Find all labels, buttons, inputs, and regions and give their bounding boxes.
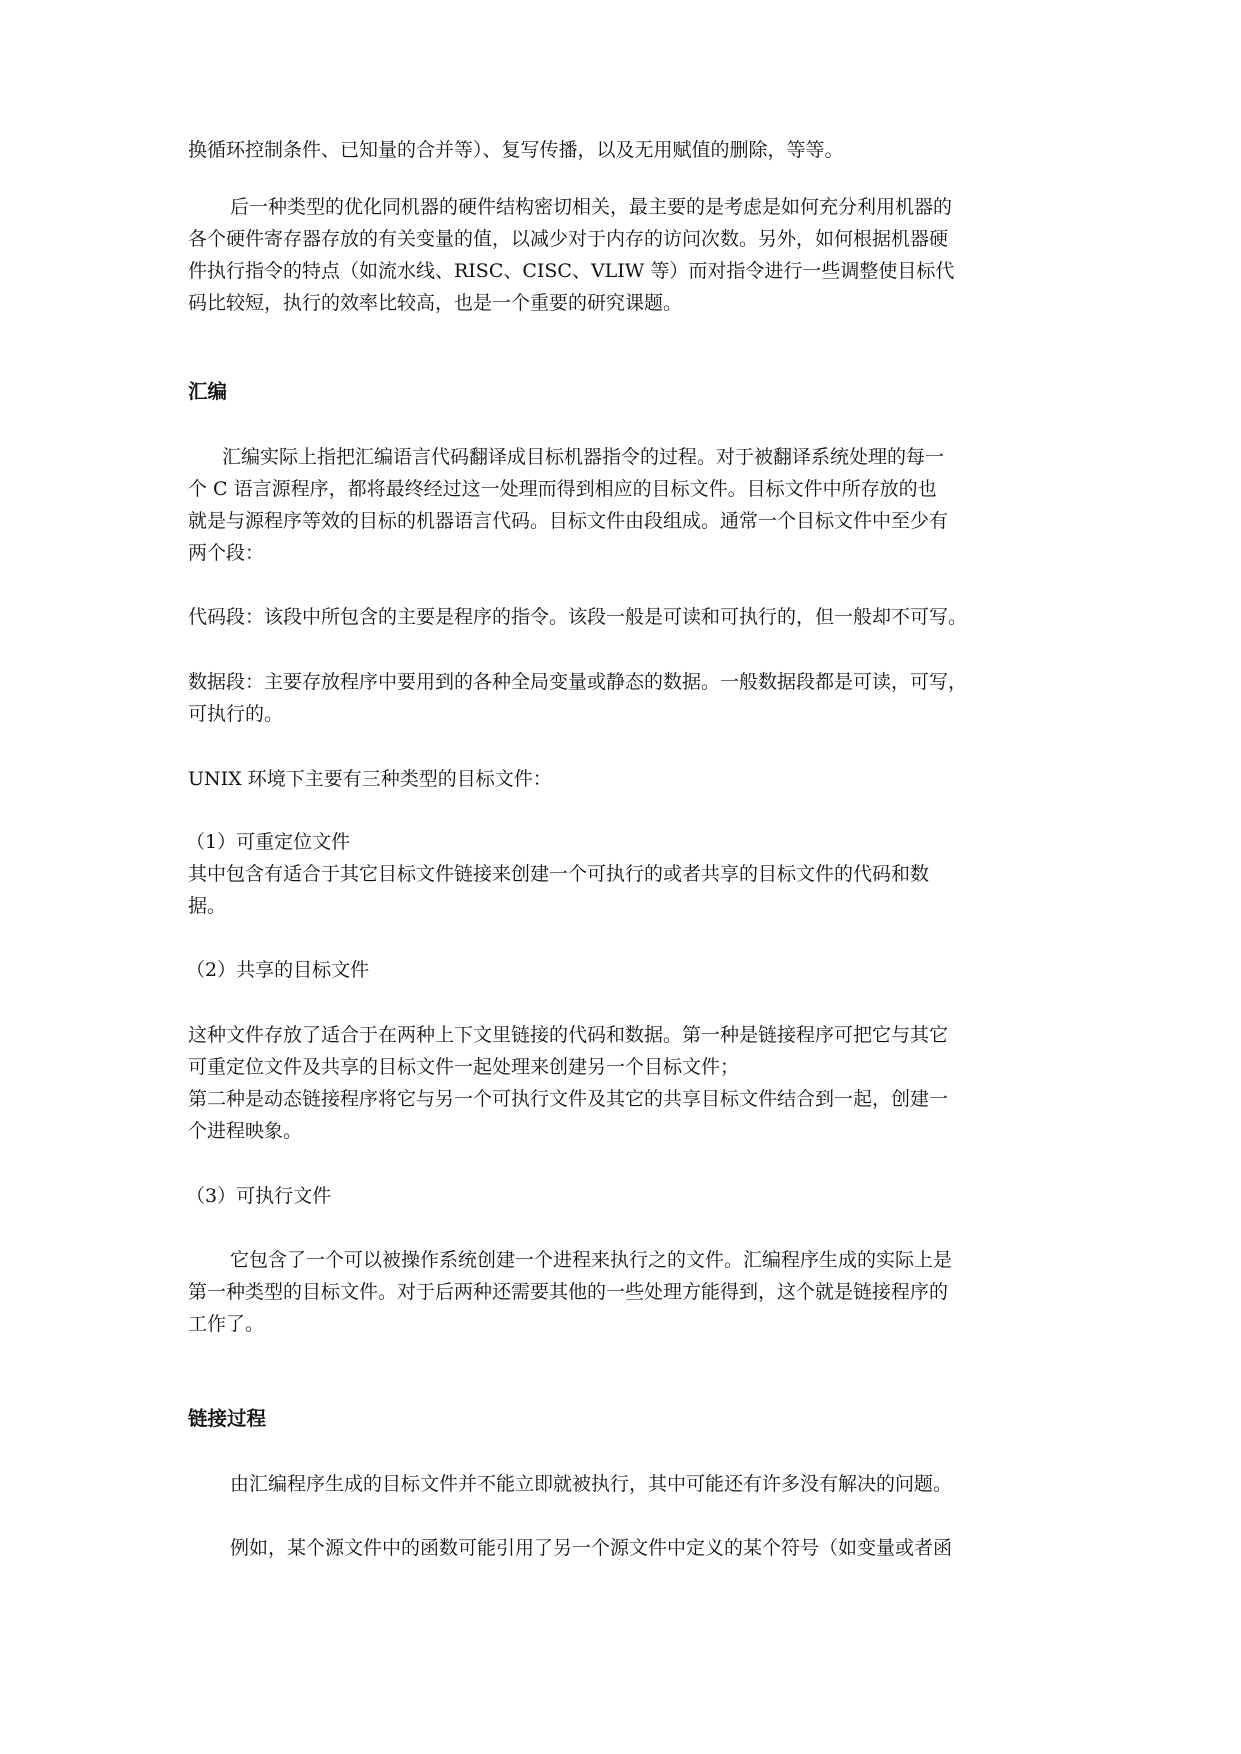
paragraph-line: 代码段：该段中所包含的主要是程序的指令。该段一般是可读和可执行的，但一般却不可写。 bbox=[188, 606, 968, 628]
paragraph-line: 它包含了一个可以被操作系统创建一个进程来执行之的文件。汇编程序生成的实际上是 bbox=[230, 1249, 953, 1271]
paragraph-line: 后一种类型的优化同机器的硬件结构密切相关，最主要的是考虑是如何充分利用机器的 bbox=[230, 196, 953, 218]
paragraph-line: 数据段：主要存放程序中要用到的各种全局变量或静态的数据。一般数据段都是可读，可写， bbox=[188, 671, 968, 693]
paragraph-line: 可执行的。 bbox=[188, 703, 284, 725]
paragraph-line: 这种文件存放了适合于在两种上下文里链接的代码和数据。第一种是链接程序可把它与其它 bbox=[188, 1024, 949, 1046]
paragraph-line: 第二种是动态链接程序将它与另一个可执行文件及其它的共享目标文件结合到一起，创建一 bbox=[188, 1088, 949, 1110]
paragraph-line: 两个段： bbox=[188, 542, 265, 564]
paragraph-line: UNIX 环境下主要有三种类型的目标文件： bbox=[188, 768, 552, 790]
paragraph-line: 工作了。 bbox=[188, 1313, 265, 1335]
paragraph-line: 据。 bbox=[188, 895, 227, 917]
paragraph-line: 件执行指令的特点（如流水线、RISC、CISC、VLIW 等）而对指令进行一些调整使目标代 bbox=[188, 260, 955, 282]
paragraph-line: 例如，某个源文件中的函数可能引用了另一个源文件中定义的某个符号（如变量或者函 bbox=[230, 1537, 953, 1559]
paragraph-line: 换循环控制条件、已知量的合并等）、复写传播，以及无用赋值的删除，等等。 bbox=[188, 139, 844, 161]
paragraph-line: 可重定位文件及共享的目标文件一起处理来创建另一个目标文件； bbox=[188, 1056, 740, 1078]
paragraph-line: 码比较短，执行的效率比较高，也是一个重要的研究课题。 bbox=[188, 292, 683, 314]
paragraph-line: 个进程映象。 bbox=[188, 1120, 303, 1142]
section-heading-assembly: 汇编 bbox=[188, 380, 228, 403]
paragraph-line: 其中包含有适合于其它目标文件链接来创建一个可执行的或者共享的目标文件的代码和数 bbox=[188, 863, 930, 885]
paragraph-line: 汇编实际上指把汇编语言代码翻译成目标机器指令的过程。对于被翻译系统处理的每一 bbox=[222, 446, 945, 468]
list-item-heading: （3）可执行文件 bbox=[186, 1185, 332, 1207]
paragraph-line: 由汇编程序生成的目标文件并不能立即就被执行，其中可能还有许多没有解决的问题。 bbox=[230, 1473, 953, 1495]
list-item-heading: （2）共享的目标文件 bbox=[186, 959, 370, 981]
section-heading-linking: 链接过程 bbox=[188, 1407, 267, 1430]
paragraph-line: 第一种类型的目标文件。对于后两种还需要其他的一些处理方能得到，这个就是链接程序的 bbox=[188, 1281, 949, 1303]
paragraph-line: 个 C 语言源程序，都将最终经过这一处理而得到相应的目标文件。目标文件中所存放的也 bbox=[188, 478, 937, 500]
paragraph-line: 就是与源程序等效的目标的机器语言代码。目标文件由段组成。通常一个目标文件中至少有 bbox=[188, 510, 949, 532]
paragraph-line: 各个硬件寄存器存放的有关变量的值，以减少对于内存的访问次数。另外，如何根据机器硬 bbox=[188, 228, 949, 250]
list-item-heading: （1）可重定位文件 bbox=[186, 831, 351, 853]
